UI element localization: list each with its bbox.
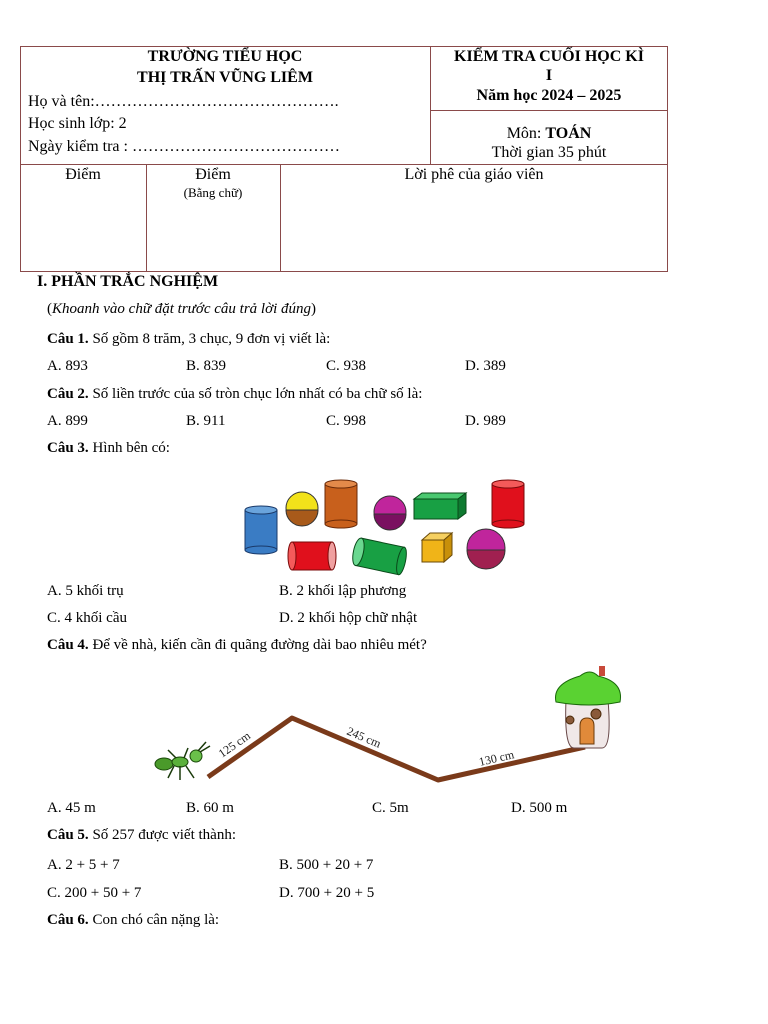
question-5 [47,827,236,844]
q2-option-d[interactable]: D. 989 [465,413,506,429]
q2-option-b[interactable]: B. 911 [186,413,226,429]
question-5-label: Câu 5. [47,827,89,843]
exam-title-line2: I [545,67,553,84]
q5-option-c[interactable]: C. 200 + 50 + 7 [47,885,142,901]
question-2-label: Câu 2. [47,386,89,402]
q3-option-c[interactable]: C. 4 khối cầu [47,610,127,626]
score-words-label: Điểm [195,166,231,183]
question-1 [47,331,330,348]
instruction-text: Khoanh vào chữ đặt trước câu trả lời đúng [52,301,312,317]
question-5-text: Số 257 được viết thành: [88,827,236,843]
q4-option-b[interactable]: B. 60 m [186,800,234,816]
q2-option-a[interactable]: A. 899 [47,413,88,429]
path-label-1: 125 cm [215,728,253,761]
subject-line [430,125,668,143]
shapes-illustration [236,472,536,580]
q4-option-d[interactable]: D. 500 m [511,800,568,816]
question-4 [47,637,427,654]
student-name-field[interactable]: Họ và tên:………………………………………. [28,93,339,110]
sphere-magenta-large-shape [467,529,505,569]
cube-gold-shape [422,533,452,562]
exam-date-field[interactable]: Ngày kiểm tra : ………………………………… [28,138,340,155]
teacher-comment-label: Lời phê của giáo viên [404,166,544,183]
cylinder-orange-shape [325,480,357,528]
mushroom-house-icon [556,666,621,748]
question-6-text: Con chó cân nặng là: [88,912,220,928]
ant-icon [155,742,210,780]
student-class-field: Học sinh lớp: 2 [28,115,127,132]
question-1-text: Số gồm 8 trăm, 3 chục, 9 đơn vị viết là: [88,331,331,347]
path-label-3: 130 cm [477,747,516,769]
ant-path-line [208,718,585,780]
q5-option-b[interactable]: B. 500 + 20 + 7 [279,857,374,873]
q4-option-a[interactable]: A. 45 m [47,800,96,816]
q3-option-b[interactable]: B. 2 khối lập phương [279,583,407,599]
score-label: Điểm [65,166,101,183]
school-name-line1: TRƯỜNG TIỂU HỌC [147,48,303,65]
school-year: Năm học 2024 – 2025 [476,87,622,104]
question-3-text: Hình bên có: [88,440,170,456]
q1-option-b[interactable]: B. 839 [186,358,227,374]
cylinder-red-lying-shape [288,542,336,570]
exam-duration: Thời gian 35 phút [491,144,607,161]
sphere-yellow-shape [286,492,318,526]
exam-header-table [20,46,668,272]
subject-prefix: Môn: [506,125,546,142]
question-6 [47,912,219,929]
exam-title-line1: KIỂM TRA CUỐI HỌC KÌ [454,48,644,65]
question-2 [47,386,422,403]
question-6-label: Câu 6. [47,912,89,928]
question-4-text: Để về nhà, kiến cần đi quãng đường dài bao nhiêu mét? [88,637,427,653]
section-title: I. PHẦN TRẮC NGHIỆM [37,273,219,290]
q5-option-a[interactable]: A. 2 + 5 + 7 [47,857,120,873]
instruction-close-paren: ) [311,301,317,317]
sphere-magenta-shape [374,496,406,530]
question-4-label: Câu 4. [47,637,89,653]
path-label-2: 245 cm [344,723,384,751]
q1-option-d[interactable]: D. 389 [465,358,506,374]
question-1-label: Câu 1. [47,331,89,347]
score-words-sublabel: (Bằng chữ) [183,185,243,200]
q1-option-a[interactable]: A. 893 [47,358,88,374]
box-green-shape [414,493,466,519]
section-instruction [47,301,316,318]
instruction-open-paren: ( [47,301,52,317]
q5-option-d[interactable]: D. 700 + 20 + 5 [279,885,375,901]
q2-option-c[interactable]: C. 998 [326,413,367,429]
school-name-line2: THỊ TRẤN VŨNG LIÊM [137,69,313,86]
cylinder-blue-shape [245,506,277,554]
q4-option-c[interactable]: C. 5m [372,800,409,816]
q1-option-c[interactable]: C. 938 [326,358,367,374]
question-3-label: Câu 3. [47,440,89,456]
q3-option-d[interactable]: D. 2 khối hộp chữ nhật [279,610,418,626]
cylinder-red-shape [492,480,524,528]
question-2-text: Số liền trước của số tròn chục lớn nhất có ba chữ số là: [88,386,423,402]
q3-option-a[interactable]: A. 5 khối trụ [47,583,124,599]
question-3 [47,440,170,457]
subject-name: TOÁN [545,125,592,142]
cylinder-green-shape [351,537,409,575]
ant-path-illustration [150,660,630,800]
